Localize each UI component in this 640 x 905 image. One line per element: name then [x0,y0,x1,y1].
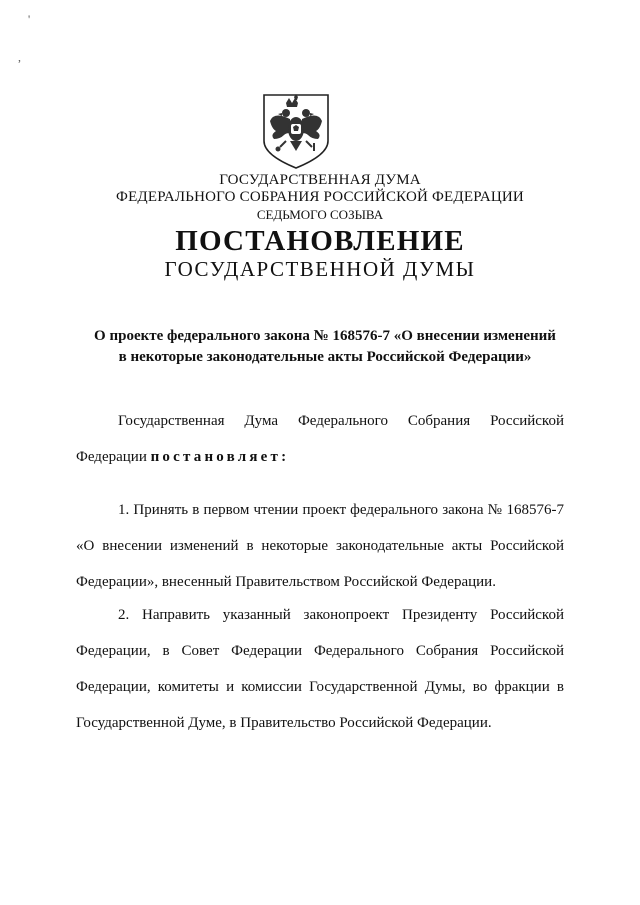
document-subject [70,326,580,368]
convocation: СЕДЬМОГО СОЗЫВА [256,207,384,222]
assembly-name: ФЕДЕРАЛЬНОГО СОБРАНИЯ РОССИЙСКОЙ ФЕДЕРАЦИИ [116,189,524,205]
scan-mark: , [18,50,21,64]
document-body: ГОСУДАРСТВЕННОЙ ДУМЫ [164,257,476,281]
coat-of-arms-icon [260,91,332,171]
document-type: ПОСТАНОВЛЕНИЕ [175,225,465,257]
resolution-item: 1. Принять в первом чтении проект федерального закона № 168576-7 «О внесении изменений в некоторые законодательные акты Российской Федерации», внесенный Правительством Российской Федерации. [76,502,564,590]
preamble [76,403,564,475]
chamber-name: ГОСУДАРСТВЕННАЯ ДУМА [219,172,421,188]
subject-line: в некоторые законодательные акты Российской Федерации» [118,349,532,365]
preamble-text: Государственная Дума Федерального Собрания Российской Федерации [76,413,564,465]
scan-mark: ' [28,12,31,26]
resolution-item: 2. Направить указанный законопроект Президенту Российской Федерации, в Совет Федерации Федерального Собрания Российской Федерации, комитеты и комиссии Государственной Думы, во фракции в Государственной Думе, в Правительство Российской Федерации. [76,607,564,731]
subject-line: О проекте федерального закона № 168576-7 «О внесении изменений [94,328,556,344]
preamble-verb: постановляет: [150,449,290,465]
